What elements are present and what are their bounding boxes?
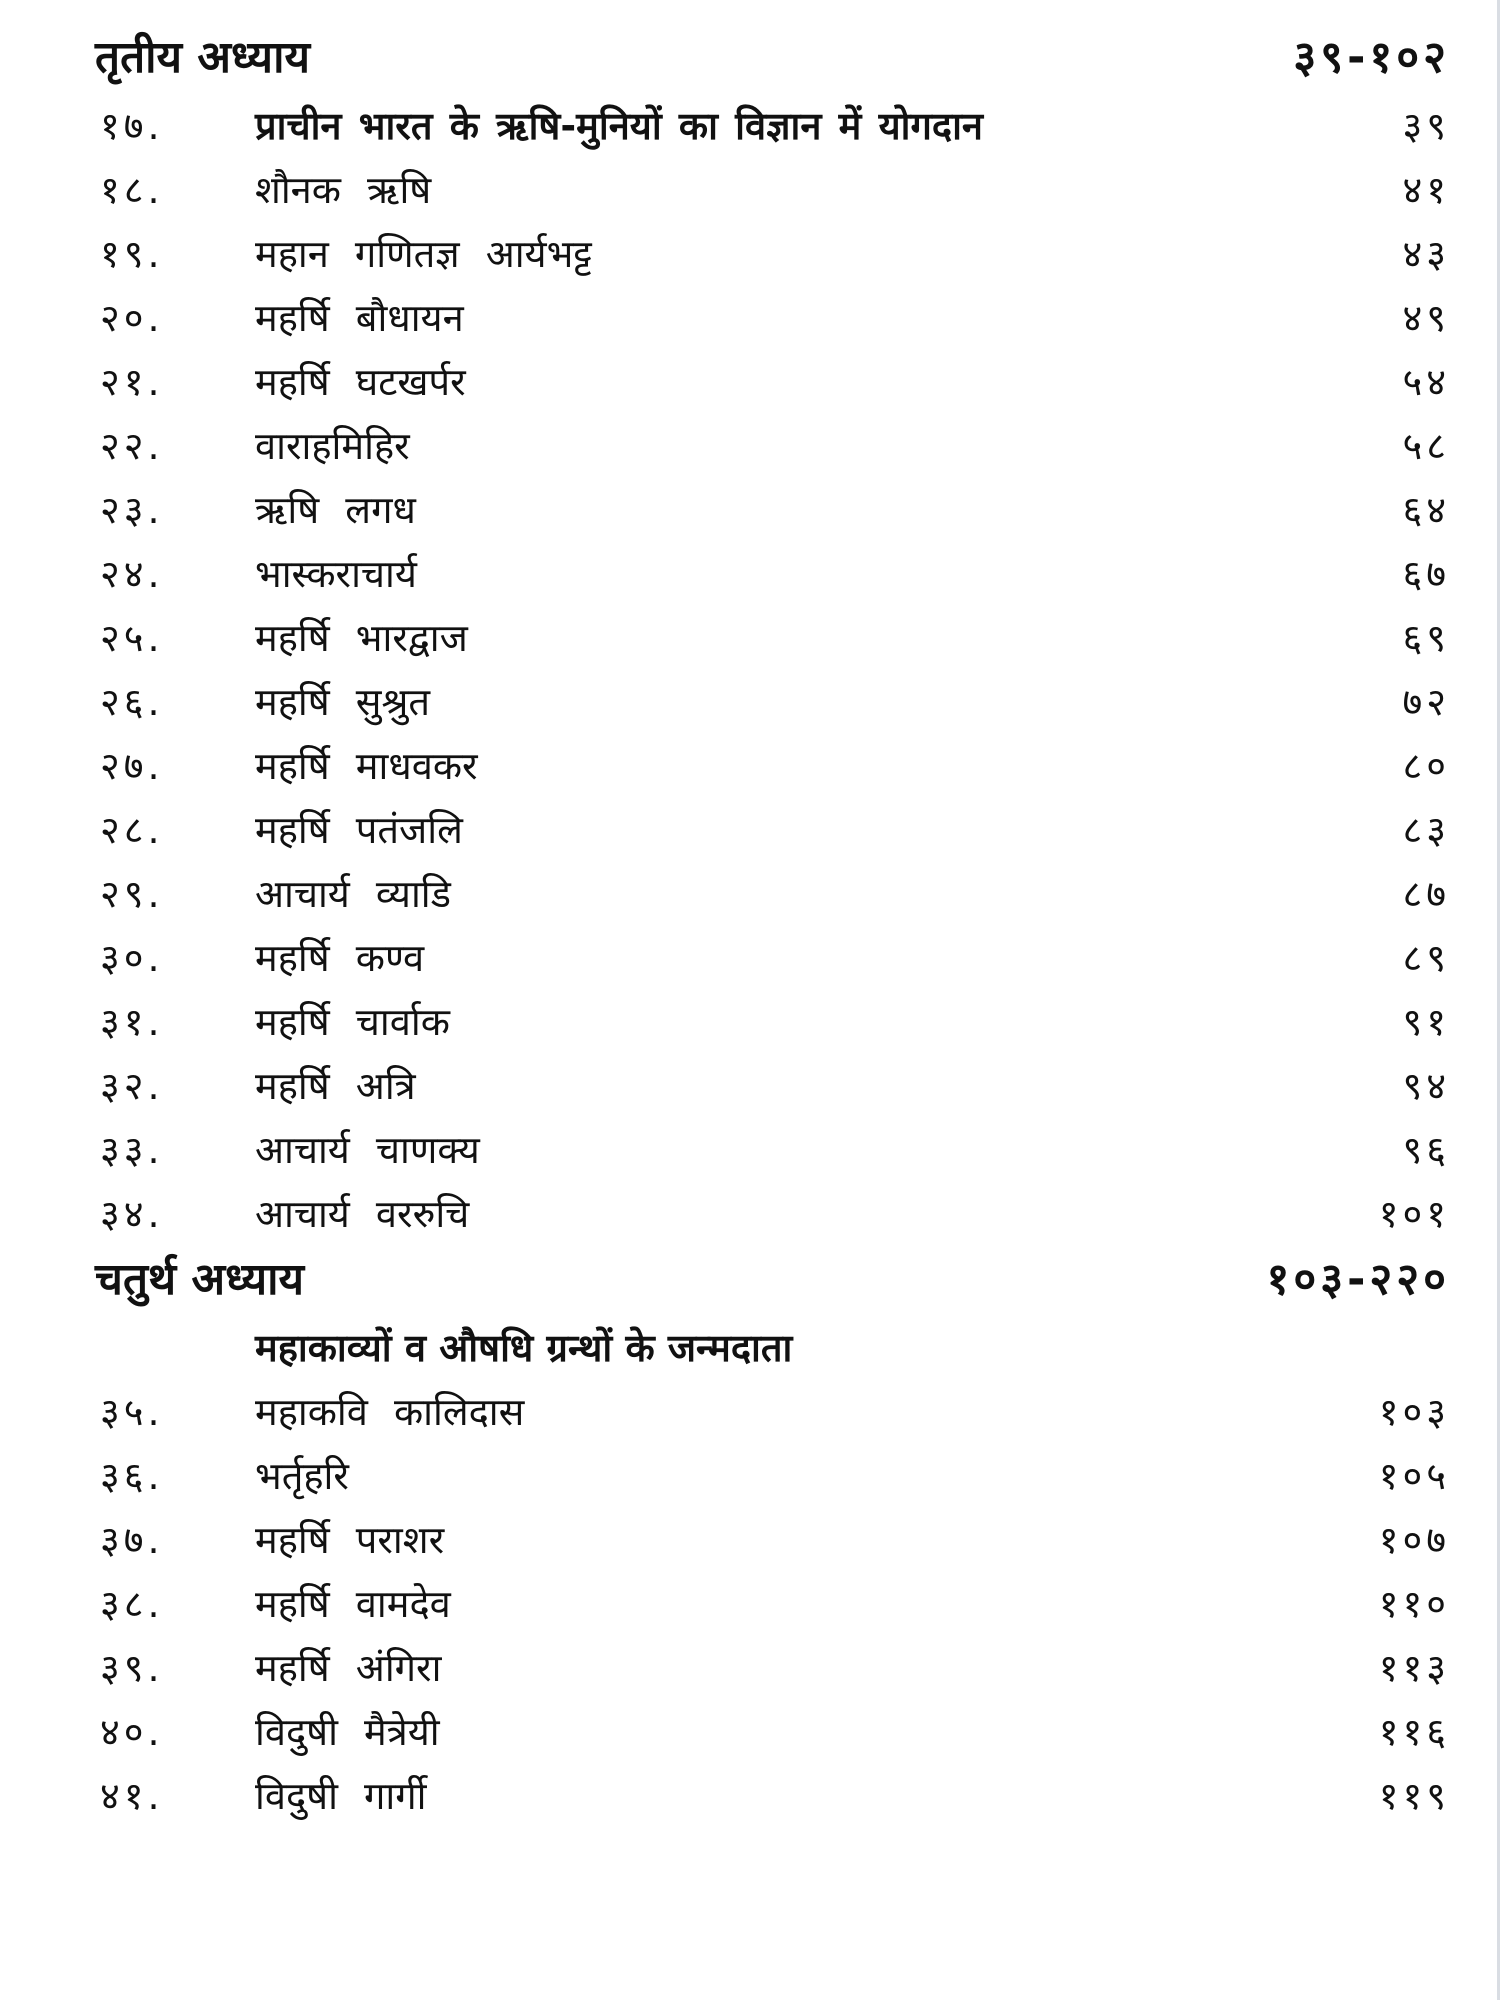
entry-page: १०५ — [1378, 1454, 1450, 1498]
entry-page: ११९ — [1378, 1774, 1450, 1818]
entry-page: ९१ — [1402, 1000, 1450, 1044]
entry-title: आचार्य चाणक्य — [255, 1128, 480, 1172]
entry-page: ६९ — [1402, 616, 1450, 660]
entry-number: २५. — [100, 616, 164, 660]
entry-title: महर्षि अत्रि — [255, 1064, 416, 1108]
entry-number: ३८. — [100, 1582, 164, 1626]
toc-entry — [95, 1382, 1450, 1442]
entry-number: ४०. — [100, 1710, 164, 1754]
entry-number: २०. — [100, 296, 164, 340]
entry-number: ३०. — [100, 936, 164, 980]
section-title: चतुर्थ अध्याय — [95, 1254, 305, 1305]
section-heading-tritiya — [95, 28, 1450, 88]
entry-number: ३७. — [100, 1518, 164, 1562]
toc-entry — [95, 1120, 1450, 1180]
toc-entry — [95, 416, 1450, 476]
entry-number: ३५. — [100, 1390, 164, 1434]
entry-page: ५८ — [1402, 424, 1450, 468]
toc-entry — [95, 1766, 1450, 1826]
toc-entry — [95, 1638, 1450, 1698]
entry-title: महर्षि चार्वाक — [255, 1000, 450, 1044]
entry-title: महर्षि भारद्वाज — [255, 616, 468, 660]
entry-page: ८७ — [1402, 872, 1450, 916]
toc-entry — [95, 1510, 1450, 1570]
toc-entry — [95, 1446, 1450, 1506]
entry-page: ११६ — [1378, 1710, 1450, 1754]
entry-number: २७. — [100, 744, 164, 788]
entry-page: ११३ — [1378, 1646, 1450, 1690]
entry-title: महर्षि वामदेव — [255, 1582, 451, 1626]
toc-entry — [95, 1702, 1450, 1762]
entry-title: महर्षि बौधायन — [255, 296, 464, 340]
entry-number: २८. — [100, 808, 164, 852]
entry-number: ३४. — [100, 1192, 164, 1236]
entry-title: विदुषी मैत्रेयी — [255, 1710, 440, 1754]
entry-page: ६७ — [1402, 552, 1450, 596]
entry-title: महर्षि सुश्रुत — [255, 680, 431, 724]
toc-entry — [95, 352, 1450, 412]
entry-title: भास्कराचार्य — [255, 552, 417, 596]
entry-number: २९. — [100, 872, 164, 916]
entry-number: ३९. — [100, 1646, 164, 1690]
entry-page: ५४ — [1402, 360, 1450, 404]
toc-entry — [95, 608, 1450, 668]
entry-number: ३३. — [100, 1128, 164, 1172]
entry-page: १०३ — [1378, 1390, 1450, 1434]
entry-number: १७. — [100, 104, 164, 148]
entry-page: ११० — [1378, 1582, 1450, 1626]
entry-page: ६४ — [1402, 488, 1450, 532]
entry-number: २३. — [100, 488, 164, 532]
entry-title: भर्तृहरि — [255, 1454, 349, 1498]
entry-page: ८० — [1402, 744, 1450, 788]
entry-number: ३२. — [100, 1064, 164, 1108]
entry-number: १८. — [100, 168, 164, 212]
entry-title: महर्षि अंगिरा — [255, 1646, 442, 1690]
toc-entry — [95, 160, 1450, 220]
section-page-range: ३९-१०२ — [1293, 32, 1450, 83]
entry-title: ऋषि लगध — [255, 488, 416, 532]
entry-number: ३६. — [100, 1454, 164, 1498]
entry-page: ४९ — [1402, 296, 1450, 340]
entry-page: १०७ — [1378, 1518, 1450, 1562]
entry-page: ९६ — [1402, 1128, 1450, 1172]
section-title: तृतीय अध्याय — [95, 32, 310, 83]
toc-entry — [95, 544, 1450, 604]
entry-title: महर्षि पतंजलि — [255, 808, 463, 852]
entry-title: वाराहमिहिर — [255, 424, 410, 468]
toc-entry — [95, 1574, 1450, 1634]
entry-title: शौनक ऋषि — [255, 168, 432, 212]
toc-entry — [95, 864, 1450, 924]
entry-number: ४१. — [100, 1774, 164, 1818]
entry-title: आचार्य व्याडि — [255, 872, 451, 916]
toc-entry — [95, 1184, 1450, 1244]
entry-title: विदुषी गार्गी — [255, 1774, 427, 1818]
entry-title: आचार्य वररुचि — [255, 1192, 470, 1236]
entry-number: १९. — [100, 232, 164, 276]
entry-title: महर्षि माधवकर — [255, 744, 478, 788]
toc-entry — [95, 672, 1450, 732]
entry-page: ४३ — [1402, 232, 1450, 276]
toc-entry — [95, 96, 1450, 156]
entry-title: महर्षि पराशर — [255, 1518, 445, 1562]
entry-number: २४. — [100, 552, 164, 596]
entry-page: ८९ — [1402, 936, 1450, 980]
section-subtitle: महाकाव्यों व औषधि ग्रन्थों के जन्मदाता — [255, 1326, 793, 1370]
toc-entry — [95, 288, 1450, 348]
toc-entry — [95, 800, 1450, 860]
entry-number: २१. — [100, 360, 164, 404]
entry-page: ३९ — [1402, 104, 1450, 148]
entry-title: महर्षि घटखर्पर — [255, 360, 466, 404]
toc-entry — [95, 928, 1450, 988]
section-heading-chaturth — [95, 1250, 1450, 1310]
entry-number: २२. — [100, 424, 164, 468]
toc-entry — [95, 224, 1450, 284]
toc-entry — [95, 480, 1450, 540]
entry-title: महर्षि कण्व — [255, 936, 425, 980]
toc-entry — [95, 736, 1450, 796]
entry-number: ३१. — [100, 1000, 164, 1044]
entry-number: २६. — [100, 680, 164, 724]
entry-title: महाकवि कालिदास — [255, 1390, 525, 1434]
entry-title: प्राचीन भारत के ऋषि-मुनियों का विज्ञान में योगदान — [255, 104, 984, 148]
entry-page: ९४ — [1402, 1064, 1450, 1108]
entry-title: महान गणितज्ञ आर्यभट्ट — [255, 232, 592, 276]
entry-page: ४१ — [1402, 168, 1450, 212]
toc-entry — [95, 992, 1450, 1052]
entry-page: १०१ — [1378, 1192, 1450, 1236]
entry-page: ७२ — [1402, 680, 1450, 724]
toc-entry — [95, 1056, 1450, 1116]
section-page-range: १०३-२२० — [1266, 1254, 1450, 1305]
entry-page: ८३ — [1402, 808, 1450, 852]
